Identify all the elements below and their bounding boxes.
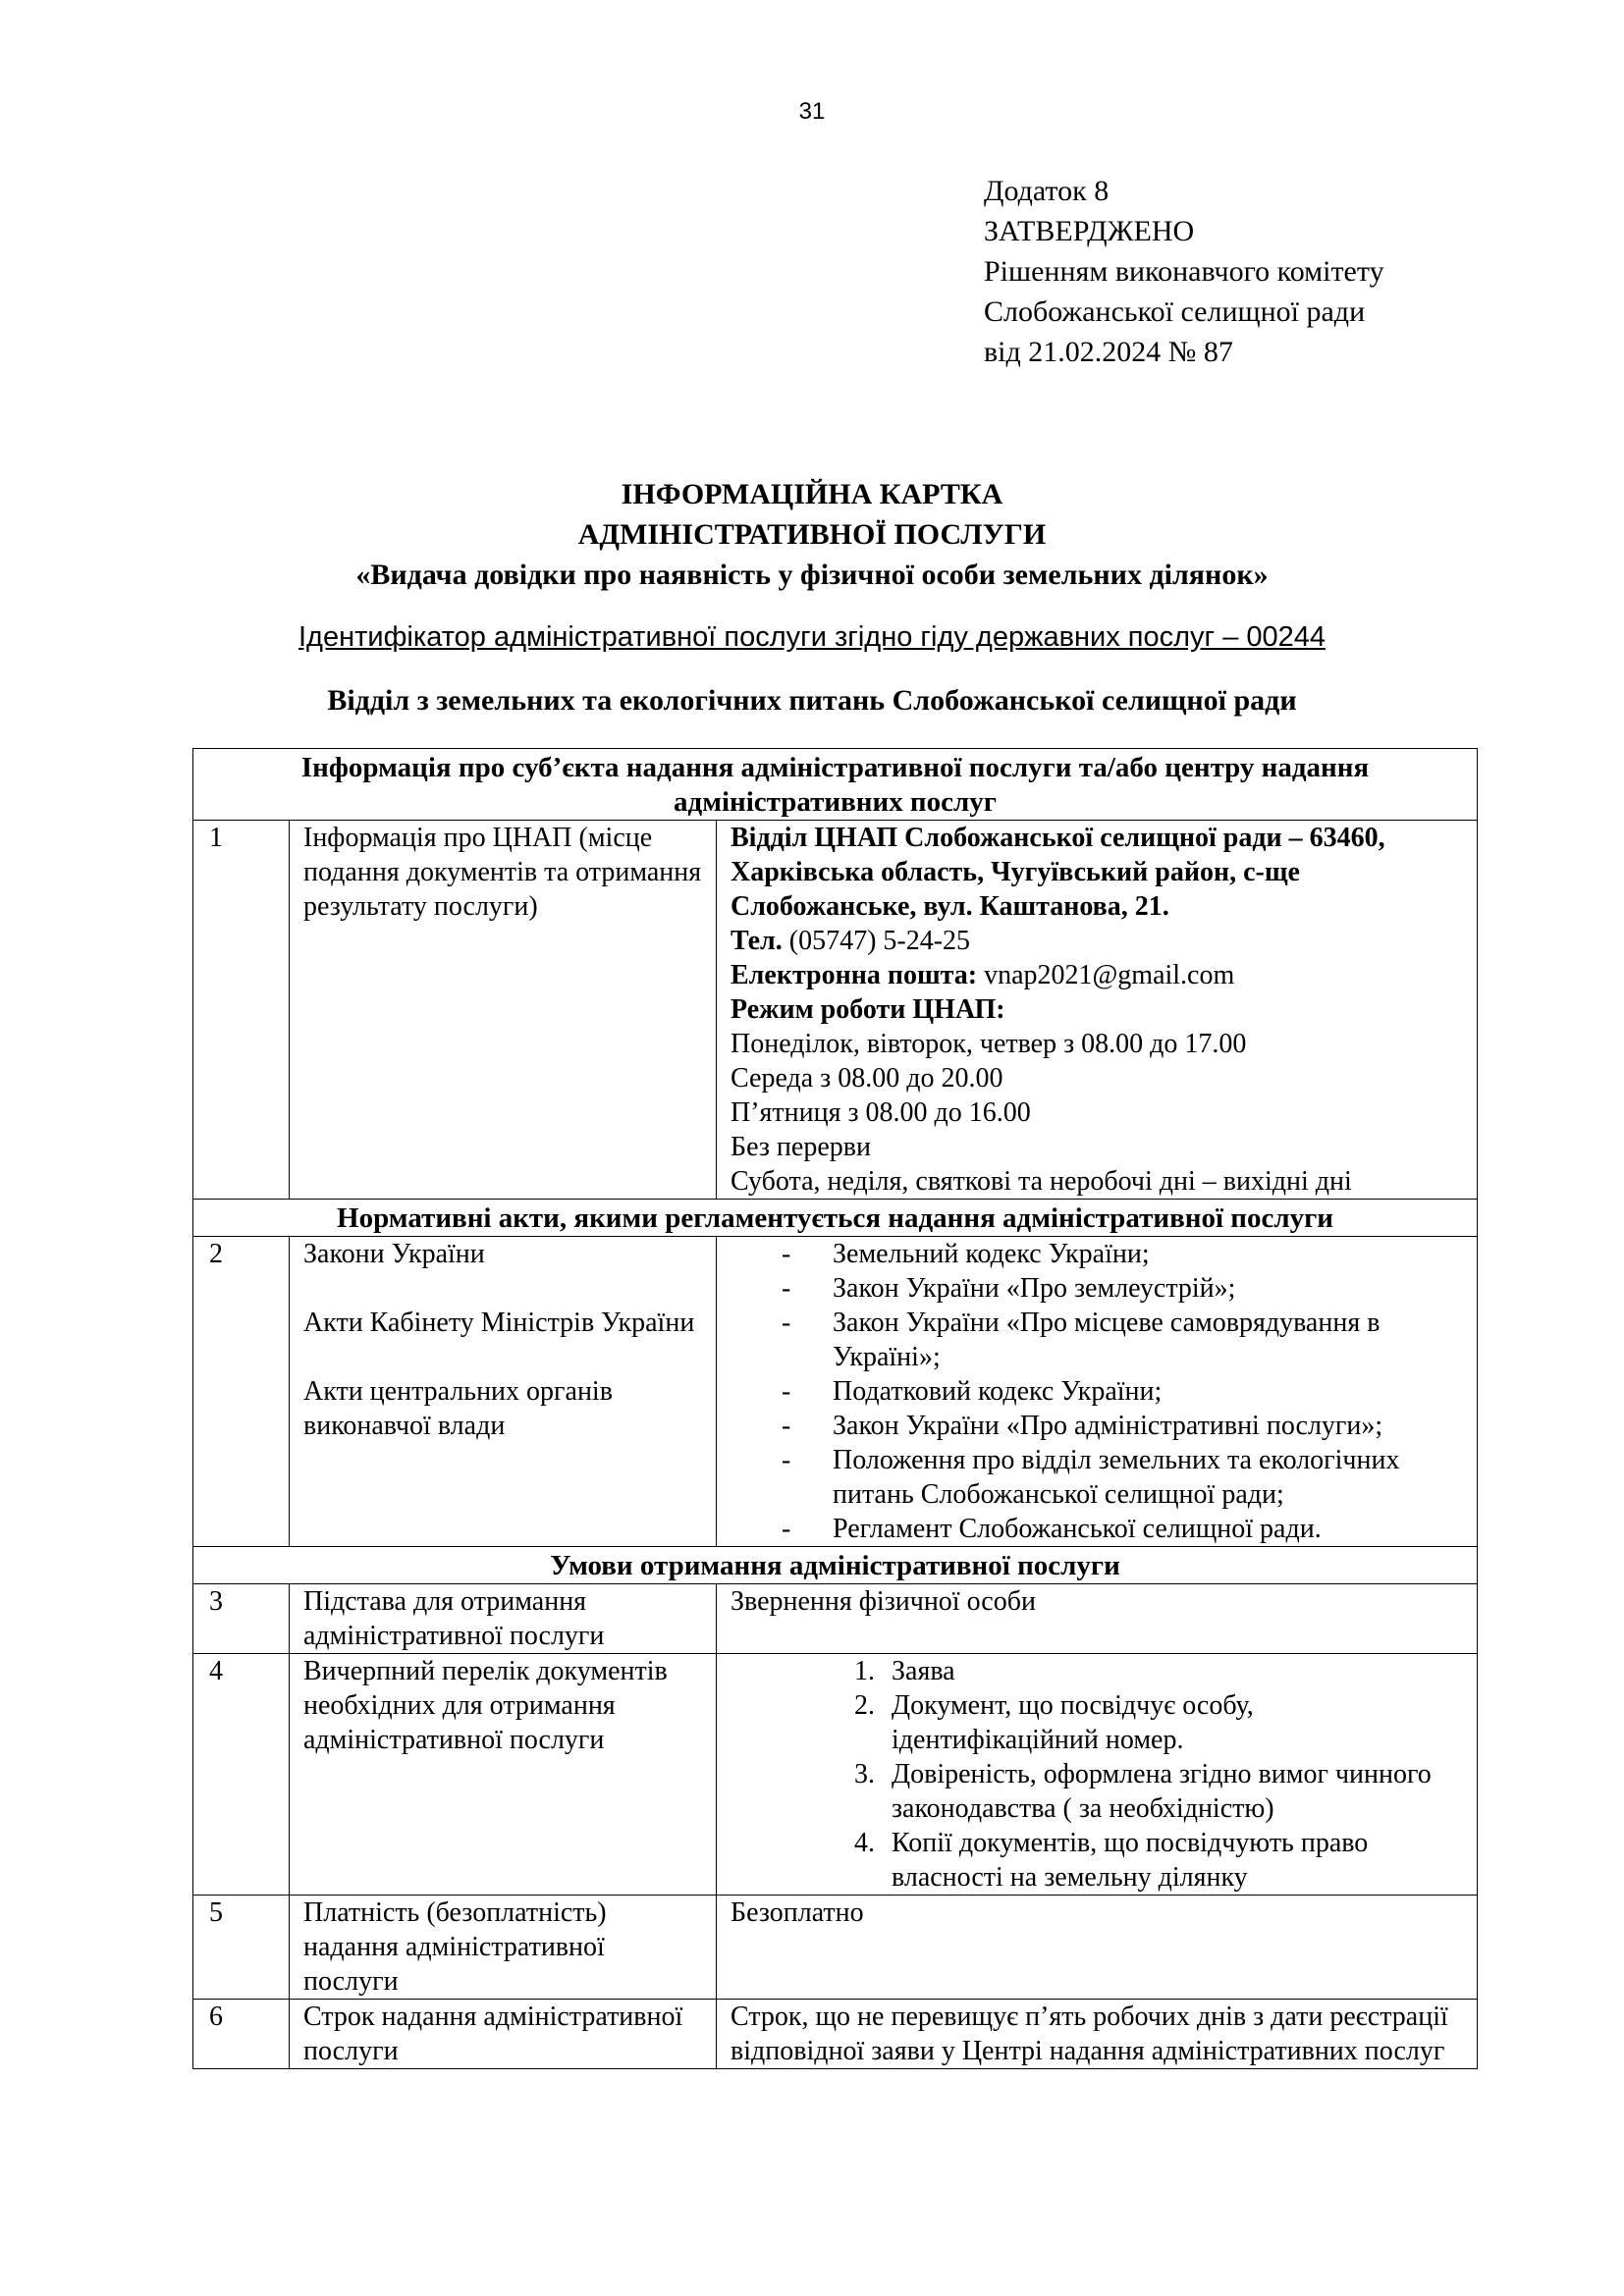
- row-label: Вичерпний перелік документів необхідних для отримання адміністративної послуги: [290, 1654, 717, 1896]
- list-item: - Закон України «Про землеустрій»;: [782, 1271, 1463, 1306]
- list-item: 2. Документ, що посвідчує особу, ідентифікаційний номер.: [882, 1688, 1463, 1757]
- row-value: [717, 1237, 1478, 1547]
- list-item: - Регламент Слобожанської селищної ради.: [782, 1512, 1463, 1546]
- cnap-email: [731, 958, 1463, 992]
- table-row: [193, 1584, 1478, 1654]
- approved-council: Слобожанської селищної ради: [984, 295, 1366, 328]
- table-row: [193, 1654, 1478, 1896]
- hours-line: Понеділок, вівторок, четвер з 08.00 до 17.00: [731, 1029, 1247, 1059]
- row-label: Інформація про ЦНАП (місце подання документів та отримання результату послуги): [290, 821, 717, 1200]
- section-conditions: Умови отримання адміністративної послуги: [193, 1547, 1478, 1584]
- list-item: - Закон України «Про адміністративні послуги»;: [782, 1409, 1463, 1443]
- service-identifier: Ідентифікатор адміністративної послуги згідно гіду державних послуг – 00244: [298, 621, 1326, 653]
- document-subtitle: АДМІНІСТРАТИВНОЇ ПОСЛУГИ: [577, 518, 1047, 551]
- row-label: Підстава для отримання адміністративної послуги: [290, 1584, 717, 1654]
- row-number: 5: [193, 1896, 290, 2000]
- row-value: Безоплатно: [717, 1896, 1478, 2000]
- cnap-address: Відділ ЦНАП Слобожанської селищної ради – 63460, Харківська область, Чугуївський район, с-ще Слобожанське, вул. Каштанова, 21.: [731, 823, 1385, 922]
- row-value: [717, 821, 1478, 1200]
- approved-label: ЗАТВЕРДЖЕНО: [984, 215, 1195, 247]
- row-number: 1: [193, 821, 290, 1200]
- hours-line: П’ятниця з 08.00 до 16.00: [731, 1097, 1031, 1128]
- phone-value: (05747) 5-24-25: [782, 926, 971, 956]
- section-header-row: [193, 749, 1478, 821]
- phone-label: Тел.: [731, 926, 783, 956]
- email-value: vnap2021@gmail.com: [977, 960, 1235, 990]
- table-row: [193, 1237, 1478, 1547]
- list-item: 3. Довіреність, оформлена згідно вимог чинного законодавства ( за необхідністю): [882, 1757, 1463, 1826]
- hours-line: Субота, неділя, святкові та неробочі дні – вихідні дні: [731, 1166, 1352, 1197]
- list-item: - Земельний кодекс України;: [782, 1237, 1463, 1271]
- cnap-phone: [731, 924, 1463, 958]
- list-item: - Положення про відділ земельних та екологічних питань Слобожанської селищної ради;: [782, 1443, 1463, 1512]
- label-central-acts: Акти центральних органів виконавчої влади: [303, 1376, 613, 1441]
- row-number: 6: [193, 2000, 290, 2069]
- list-item: - Закон України «Про місцеве самоврядування в Україні»;: [782, 1306, 1463, 1374]
- list-item: 4. Копії документів, що посвідчують право власності на земельну ділянку: [882, 1826, 1463, 1895]
- row-number: 3: [193, 1584, 290, 1654]
- info-card-table: [192, 748, 1478, 2069]
- section-provider-info: Інформація про суб’єкта надання адміністративної послуги та/або центру надання адміністративних послуг: [193, 749, 1478, 821]
- approval-stamp: [984, 171, 1384, 372]
- table-row: [193, 2000, 1478, 2069]
- list-item: 1. Заява: [882, 1654, 1463, 1688]
- row-value: Строк, що не перевищує п’ять робочих днів з дати реєстрації відповідної заяви у Центрі надання адміністративних послуг: [717, 2000, 1478, 2069]
- row-label: [290, 1237, 717, 1547]
- service-name: «Видача довідки про наявність у фізичної особи земельних ділянок»: [355, 559, 1269, 591]
- row-number: 2: [193, 1237, 290, 1547]
- section-header-row: [193, 1200, 1478, 1237]
- hours-line: Без перерви: [731, 1132, 871, 1162]
- documents-list: [731, 1654, 1463, 1895]
- table-row: [193, 1896, 1478, 2000]
- document-title: ІНФОРМАЦІЙНА КАРТКА: [621, 478, 1003, 510]
- annex-number: Додаток 8: [984, 175, 1110, 207]
- row-value: [717, 1654, 1478, 1896]
- section-header-row: [193, 1547, 1478, 1584]
- list-item: - Податковий кодекс України;: [782, 1374, 1463, 1409]
- hours-label: Режим роботи ЦНАП:: [731, 994, 1005, 1025]
- regulations-list: [731, 1237, 1463, 1546]
- row-label: Строк надання адміністративної послуги: [290, 2000, 717, 2069]
- hours-line: Середа з 08.00 до 20.00: [731, 1063, 1003, 1094]
- approval-date: від 21.02.2024 № 87: [984, 336, 1233, 368]
- page-number: 31: [798, 98, 826, 125]
- row-number: 4: [193, 1654, 290, 1896]
- email-label: Електронна пошта:: [731, 960, 978, 990]
- approved-by: Рішенням виконавчого комітету: [984, 255, 1384, 288]
- label-laws: Закони України: [303, 1239, 485, 1269]
- label-cabinet-acts: Акти Кабінету Міністрів України: [303, 1308, 695, 1338]
- row-value: Звернення фізичної особи: [717, 1584, 1478, 1654]
- department-name: Відділ з земельних та екологічних питань Слобожанської селищної ради: [327, 684, 1297, 717]
- table-row: [193, 821, 1478, 1200]
- section-regulations: Нормативні акти, якими регламентується надання адміністративної послуги: [193, 1200, 1478, 1237]
- row-label: Платність (безоплатність) надання адміністративної послуги: [290, 1896, 717, 2000]
